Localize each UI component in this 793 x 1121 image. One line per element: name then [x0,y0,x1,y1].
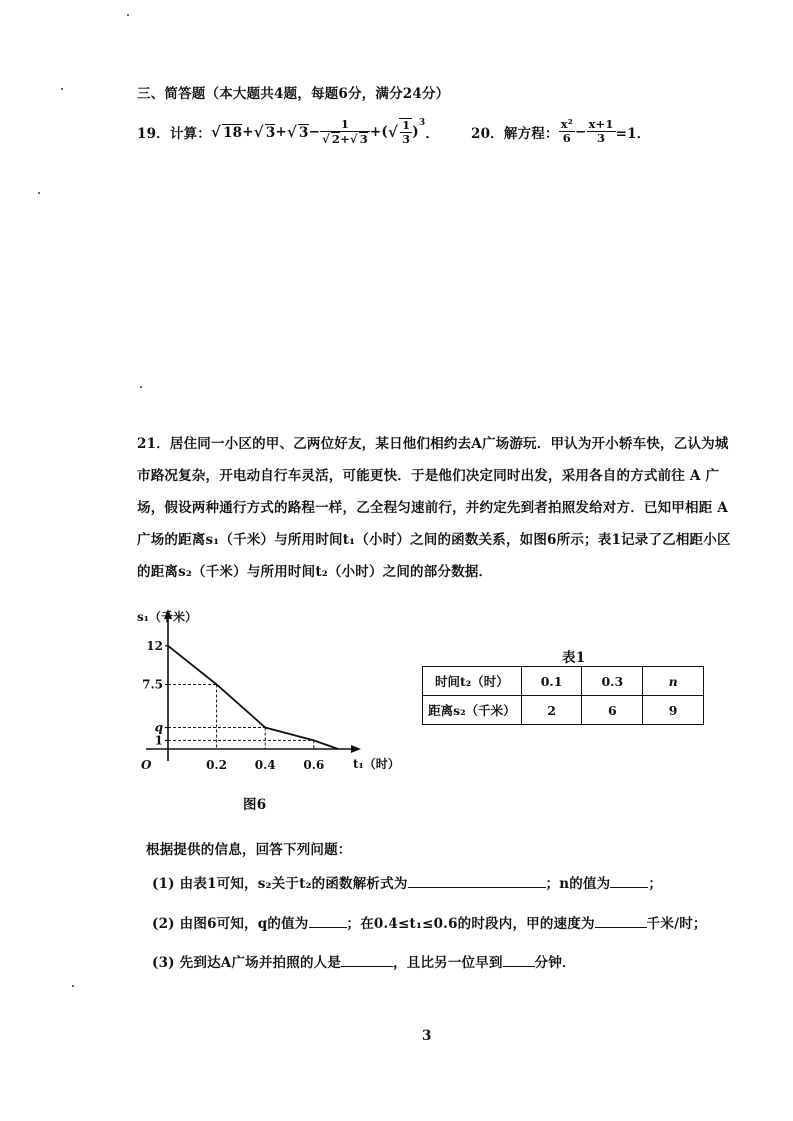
q20-label: 20．解方程： [471,125,559,142]
scan-speck [38,192,40,194]
q19-plus-paren: +( [369,124,388,141]
q19-minus: − [308,124,321,141]
p3-text-c: 分钟． [534,955,576,971]
q19-inner-num: 1 [402,118,411,132]
x-tick-label: 0.2 [206,758,228,772]
answer-blank-minutes[interactable] [503,952,535,967]
scan-speck [61,88,63,90]
question-19 [137,118,439,146]
table-cell: 2 [521,696,582,725]
data-point [216,684,218,686]
table-cell-distance-label: 距离s₂（千米） [423,696,522,725]
scan-speck [72,985,74,987]
q21-line-4: 广场的距离s₁（千米）与所用时间t₁（小时）之间的函数关系，如图6所示；表1记录了乙相距小区 [137,532,731,548]
y-tick-label: 1 [154,733,163,748]
radical-sign: √ [388,123,399,142]
table-cell: 0.3 [582,667,643,696]
scan-speck [127,14,129,16]
q19-plus: + [275,124,287,141]
q20-f1-num: x² [560,117,573,131]
q20-f2-num: x+1 [588,117,614,131]
q21-line-2: 市路况复杂，开电动自行车灵活，可能更快．于是他们决定同时出发，采用各自的方式前往 A 广 [137,468,720,484]
origin-label: O [141,758,152,772]
q19-plus: + [242,124,254,141]
table-cell: 9 [643,696,704,725]
q19-frac-den: √ 2+√ 3 [322,132,368,147]
table-cell: 0.1 [521,667,582,696]
q20-f2-den: 3 [596,131,606,146]
question-20 [471,118,650,145]
q19-label: 19．计算： [137,126,211,143]
answer-part-3 [152,951,576,971]
q19-den-a: 2 [331,132,341,147]
x-axis-arrow [351,745,361,753]
p1-text-b: ；n的值为 [545,876,611,892]
section-title: 三、简答题（本大题共4题，每题6分，满分24分） [137,86,450,102]
figure-caption: 图6 [243,797,267,813]
q20-rhs: =1． [615,125,651,142]
answer-blank-person[interactable] [341,952,393,967]
table-cell-time-label: 时间t₂（时） [423,667,522,696]
y-tick-label: q [154,720,163,735]
q19-sqrt-b: 3 [265,124,276,141]
q19-den-b: 3 [359,132,368,147]
p1-text-c: ； [648,876,663,892]
table-row [423,696,704,725]
q19-inner-fraction [399,118,412,146]
series-line [168,646,338,749]
y-axis-label: s₁（千米） [137,610,198,624]
data-point [264,727,266,729]
table-1 [422,666,704,725]
answer-blank-speed[interactable] [595,913,647,928]
data-point [337,748,339,750]
q19-den-plus: + [340,132,350,147]
p3-text-a: (3) 先到达A广场并拍照的人是 [152,955,342,971]
q20-minus: − [574,123,587,140]
q19-close-paren: ) [412,124,419,141]
figure-6-graph [135,605,415,795]
q20-f1-den: 6 [562,131,571,146]
q21-line-5: 的距离s₂（千米）与所用时间t₂（小时）之间的部分数据． [137,564,493,580]
q19-exponent: 3 [418,118,426,128]
scan-speck [140,386,142,388]
q19-end: ． [425,126,440,143]
p3-text-b: ，且比另一位早到 [393,955,503,971]
y-tick-label: 7.5 [142,677,163,692]
q21-line-3: 场，假设两种通行方式的路程一样，乙全程匀速前行，并约定先到者拍照发给对方．已知甲相距 A [137,500,728,516]
p2-text-c: 千米/时； [646,916,707,932]
y-tick-label: 12 [146,638,163,653]
answers-intro: 根据提供的信息，回答下列问题： [146,842,352,858]
table-cell: 6 [582,696,643,725]
radical-sign: √ [211,123,222,142]
radical-sign: √ [286,123,297,142]
p2-text-a: (2) 由图6可知，q的值为 [152,916,309,932]
q19-sqrt-c: 3 [299,124,309,141]
x-axis-label: t₁（时） [353,757,400,771]
table-row [423,667,704,696]
answer-blank-n[interactable] [610,873,648,888]
answer-part-2 [152,912,707,932]
data-point [167,645,169,647]
table-caption: 表1 [562,650,586,666]
answer-blank-function[interactable] [408,873,546,888]
x-tick-label: 0.6 [303,758,325,772]
p1-text-a: (1) 由表1可知，s₂关于t₂的函数解析式为 [152,876,408,892]
q20-fraction-2 [587,118,616,145]
q19-inner-den: 3 [402,132,411,147]
q21-line-1: 21．居住同一小区的甲、乙两位好友，某日他们相约去A广场游玩．甲认为开小轿车快，乙认为城 [137,436,729,452]
q19-sqrt-a: 18 [223,124,243,141]
q19-frac-num: 1 [320,118,370,132]
answer-blank-q[interactable] [309,913,347,928]
page-number: 3 [422,1028,432,1044]
q20-fraction-1 [559,118,575,145]
q19-fraction [320,118,370,146]
x-tick-label: 0.4 [254,758,276,772]
radical-sign: √ [253,123,264,142]
data-point [313,740,315,742]
answer-part-1 [152,872,662,892]
p2-text-b: ；在0.4≤t₁≤0.6的时段内，甲的速度为 [346,916,595,932]
table-cell: n [643,667,704,696]
